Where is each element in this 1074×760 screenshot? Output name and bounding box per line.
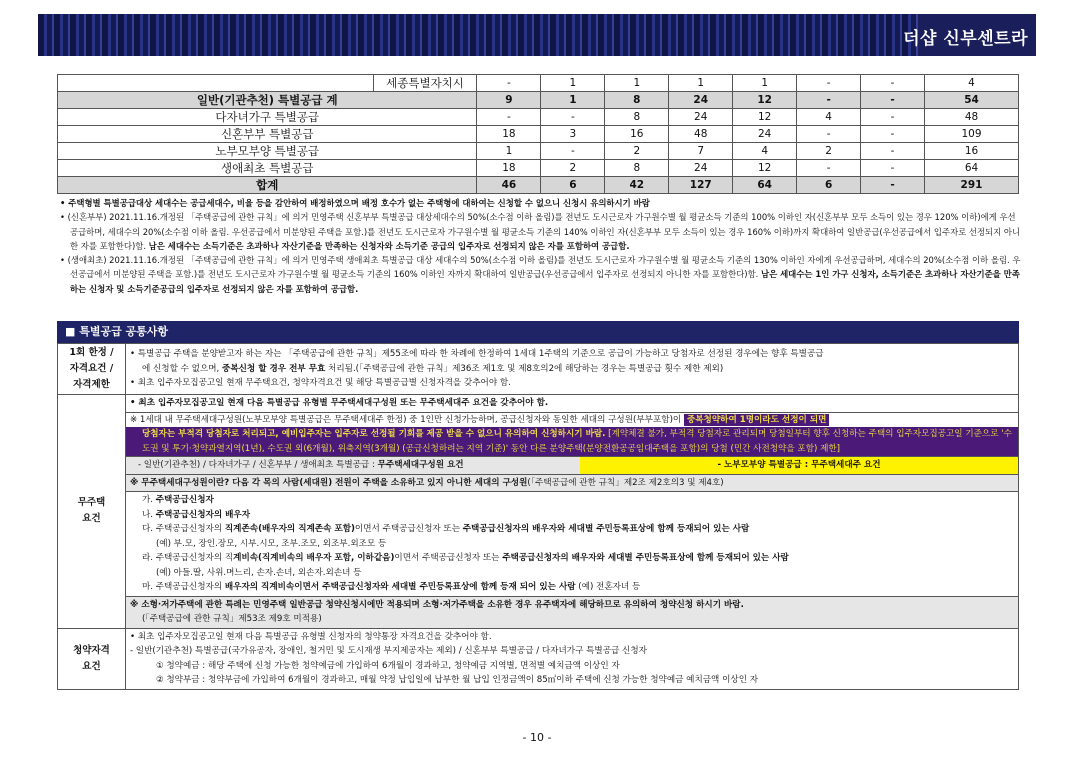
supply-cell: 6 — [541, 177, 605, 194]
row-homeless-5 — [58, 492, 1019, 597]
supply-row — [58, 143, 1019, 160]
supply-row — [58, 177, 1019, 194]
homeless-definition: ※ 무주택세대구성원이란? 다음 각 목의 사람(세대원) 전원이 주택을 소유하고 있지 아니한 세대의 구성원(「주택공급에 관한 규칙」제2조 제2호의3 및 제4호) — [125, 474, 1018, 492]
supply-cell: 2 — [797, 143, 861, 160]
once-limit-content: • 특별공급 주택을 분양받고자 하는 자는 「주택공급에 관한 규칙」제55조에 따라 한 차례에 한정하여 1세대 1주택의 기준으로 공급이 가능하고 당첨자로 선정된 경우에는 향후 특별공급 에 신청할 수 없으며, 중복신청 할 경우 전부 무효 처리됨.(「주택공급에 관한 규칙」제36조 제1호 및 제8호의2에 해당하는 경우는 특별공급 횟수 제한 제외) • 최초 입주자모집공고일 현재 무주택요건, 청약자격요건 및 해당 특별공급별 신청자격을 갖추어야 함. — [125, 344, 1018, 395]
row-label: 노부모부양 특별공급 — [58, 143, 477, 160]
page-number: - 10 - — [522, 731, 552, 744]
supply-cell: - — [797, 92, 861, 109]
supply-cell: 24 — [669, 92, 733, 109]
supply-cell: - — [541, 143, 605, 160]
row-homeless-6 — [58, 596, 1019, 628]
homeless-member-list: 가. 주택공급신청자 나. 주택공급신청자의 배우자 다. 주택공급신청자의 직계존속(배우자의 직계존속 포함)이면서 주택공급신청자 또는 주택공급신청자의 배우자와 세대별 주민등록표상에 함께 등재되어 있는 사람 (예) 부.모, 장인.장모, 시부.시모, 조부.조모, 외조부.외조모 등 라. 주택공급신청자의 직계비속(직계비속의 배우자 포함, 이하같음)이면서 주택공급신청자 또는 주택공급신청자의 배우자와 세대별 주민등록표상에 함께 등재되어 있는 사람 (예) 아들.딸, 사위.며느리, 손자.손녀, 외손자.외손녀 등 마. 주택공급신청자의 배우자의 직계비속이면서 주택공급신청자와 세대별 주민등록표상에 함께 등재 되어 있는 사람 (예) 전혼자녀 등 — [125, 492, 1018, 597]
header-banner — [38, 14, 1036, 56]
supply-cell: 7 — [669, 143, 733, 160]
supply-cell: - — [797, 75, 861, 92]
supply-cell: 42 — [605, 177, 669, 194]
supply-cell: 9 — [477, 92, 541, 109]
row-account — [58, 628, 1019, 689]
row-label: 세종특별자치시 — [373, 75, 477, 92]
supply-cell: 4 — [733, 143, 797, 160]
supply-cell: - — [861, 126, 925, 143]
supply-cell: 8 — [605, 92, 669, 109]
supply-cell: - — [861, 109, 925, 126]
small-house-note: ※ 소형·저가주택에 관한 특례는 민영주택 일반공급 청약신청시에만 적용되며 소형·저가주택을 소유한 경우 유주택자에 해당하므로 유의하여 청약신청 하시기 바람. (「주택공급에 관한 규칙」제53조 제9호 미적용) — [125, 596, 1018, 628]
row-label: 다자녀가구 특별공급 — [58, 109, 477, 126]
note-allocation: • 주택형별 특별공급대상 세대수는 공급세대수, 비율 등을 감안하여 배정하였으며 배정 호수가 없는 주택형에 대하여는 신청할 수 없으니 신청시 유의하시기 바람 — [60, 198, 650, 208]
supply-row — [58, 75, 1019, 92]
supply-cell: 48 — [669, 126, 733, 143]
brand-title: 더샵 신부센트라 — [903, 29, 1028, 49]
supply-row — [58, 160, 1019, 177]
supply-cell: 2 — [541, 160, 605, 177]
notes — [60, 196, 1022, 296]
note-first-home: • (생애최초) 2021.11.16.개정된 「주택공급에 관한 규칙」에 의거 민영주택 생애최초 특별공급 대상 세대수의 50%(소수점 이하 올림)를 전년도 도시근로자 가구원수별 월 평균소득 기준의 130% 이하인 자에게 우선공급하며, 세대수의 20%(소수점 이하 올림. 우선공급에서 미분양된 주택을 포함.)를 전년도 도시근로자 가구원수별 월 평균소득 기준의 160% 이하인 자까지 확대하여 일반공급(우선공급에서 입주자로 선정되지 아니한 자를 포함한다)함. 남은 세대수는 1인 가구 신청자, 소득기준은 초과하나 자산기준을 만족하는 신청자 및 소득기준공급의 입주자로 선정되지 않은 자를 포함하여 공급함. — [60, 255, 1021, 294]
section-title: ■ 특별공급 공통사항 — [57, 321, 1019, 343]
row-homeless-4 — [58, 474, 1019, 492]
supply-cell: 16 — [605, 126, 669, 143]
supply-cell: 12 — [733, 92, 797, 109]
supply-cell: 54 — [925, 92, 1019, 109]
homeless-type-requirements: - 일반(기관추천) / 다자녀가구 / 신혼부부 / 생애최초 특별공급 : 무주택세대구성원 요건 - 노부모부양 특별공급 : 무주택세대주 요건 — [125, 457, 1018, 475]
supply-cell: 8 — [605, 160, 669, 177]
head-account: 청약자격 요건 — [58, 628, 126, 689]
supply-cell: 12 — [733, 109, 797, 126]
supply-cell: 64 — [925, 160, 1019, 177]
empty-cell — [58, 75, 374, 92]
supply-cell: 8 — [605, 109, 669, 126]
account-content: • 최초 입주자모집공고일 현재 다음 특별공급 유형별 신청자의 청약통장 자격요건을 갖추어야 함. - 일반(기관추천) 특별공급(국가유공자, 장애인, 철거민 및 도시재생 부지제공자는 제외) / 신혼부부 특별공급 / 다자녀가구 특별공급 신청자 ① 청약예금 : 해당 주택에 신청 가능한 청약예금에 가입하여 6개월이 경과하고, 청약예금 지역별, 면적별 예치금액 이상인 자 ② 청약부금 : 청약부금에 가입하여 6개월이 경과하고, 매월 약정 납입일에 납부한 월 납입 인정금액이 85㎡이하 주택에 신청 가능한 청약예금 예치금액 이상인 자 — [125, 628, 1018, 689]
supply-cell: 1 — [541, 75, 605, 92]
supply-cell: - — [797, 126, 861, 143]
supply-table — [57, 74, 1019, 194]
banner-pattern — [38, 14, 918, 56]
row-once-limit — [58, 344, 1019, 395]
supply-cell: 1 — [733, 75, 797, 92]
supply-cell: - — [541, 109, 605, 126]
head-once-limit: 1회 한정 / 자격요건 / 자격제한 — [58, 344, 126, 395]
supply-cell: - — [477, 75, 541, 92]
supply-cell: - — [861, 160, 925, 177]
supply-cell: 109 — [925, 126, 1019, 143]
supply-cell: 291 — [925, 177, 1019, 194]
row-homeless-2 — [58, 412, 1019, 457]
head-homeless: 무주택 요건 — [58, 395, 126, 629]
supply-cell: 127 — [669, 177, 733, 194]
supply-cell: 64 — [733, 177, 797, 194]
row-label: 합계 — [58, 177, 477, 194]
common-requirements-table — [57, 343, 1019, 690]
supply-cell: 16 — [925, 143, 1019, 160]
supply-cell: 1 — [541, 92, 605, 109]
supply-cell: 2 — [605, 143, 669, 160]
row-label: 신혼부부 특별공급 — [58, 126, 477, 143]
row-label: 일반(기관추천) 특별공급 계 — [58, 92, 477, 109]
supply-row — [58, 109, 1019, 126]
supply-cell: - — [861, 75, 925, 92]
homeless-rule: • 최초 입주자모집공고일 현재 다음 특별공급 유형별 무주택세대구성원 또는 무주택세대주 요건을 갖추어야 함. — [125, 395, 1018, 413]
supply-cell: 4 — [925, 75, 1019, 92]
supply-cell: 18 — [477, 126, 541, 143]
row-label: 생애최초 특별공급 — [58, 160, 477, 177]
supply-row — [58, 126, 1019, 143]
note-newlywed: • (신혼부부) 2021.11.16.개정된 「주택공급에 관한 규칙」에 의거 민영주택 신혼부부 특별공급 대상세대수의 50%(소수점 이하 올림)를 전년도 도시근로자 가구원수별 월 평균소득 기준의 100% 이하인 자(신혼부부 모두 소득이 있는 경우 120% 이하)에게 우선공급하며, 세대수의 20%(소수점 이하 올림. 우선공급에서 미분양된 주택을 포함.)를 전년도 도시근로자 가구원수별 월 평균소득 기준의 140% 이하인 자(신혼부부 모두 소득이 있는 경우 160% 이하)까지 확대하여 일반공급(우선공급에서 입주자로 선정되지 아니한 자를 포함한다)함. 남은 세대수는 소득기준은 초과하나 자산기준을 만족하는 신청자와 소득기준 공급의 입주자로 선정되지 않은 자를 포함하여 공급함. — [60, 212, 1021, 251]
supply-cell: 24 — [733, 126, 797, 143]
supply-cell: 4 — [797, 109, 861, 126]
supply-cell: - — [861, 177, 925, 194]
supply-cell: 1 — [605, 75, 669, 92]
supply-cell: - — [477, 109, 541, 126]
supply-row — [58, 92, 1019, 109]
supply-cell: 1 — [669, 75, 733, 92]
supply-cell: 1 — [477, 143, 541, 160]
supply-cell: 24 — [669, 160, 733, 177]
supply-cell: - — [861, 92, 925, 109]
supply-cell: 12 — [733, 160, 797, 177]
supply-cell: 24 — [669, 109, 733, 126]
row-homeless-3 — [58, 457, 1019, 475]
row-homeless-1 — [58, 395, 1019, 413]
supply-cell: 18 — [477, 160, 541, 177]
supply-cell: 3 — [541, 126, 605, 143]
supply-cell: - — [797, 160, 861, 177]
supply-cell: 46 — [477, 177, 541, 194]
supply-cell: 48 — [925, 109, 1019, 126]
supply-cell: 6 — [797, 177, 861, 194]
homeless-duplicate-warning: ※ 1세대 내 무주택세대구성원(노부모부양 특별공급은 무주택세대주 한정) 중 1인만 신청가능하며, 공급신청자와 동일한 세대의 구성원(부부포함)이 중복청약하여 1명이라도 선정이 되면 당첨자는 부적격 당첨자로 처리되고, 예비입주자는 입주자로 선정될 기회를 제공 받을 수 없으니 유의하여 신청하시기 바람. [계약체결 불가, 부적격 당첨자로 관리되며 당첨일부터 향후 신청하는 주택의 입주자모집공고일 기준으로 '수도권 및 투기·청약과열지역(1년), 수도권 외(6개월), 위축지역(3개월) (공급신청하려는 지역 기준)' 동안 다른 분양주택(분양전환공공임대주택을 포함)의 당첨 (민간 사전청약을 포함) 제한] — [125, 412, 1018, 457]
supply-cell: - — [861, 143, 925, 160]
